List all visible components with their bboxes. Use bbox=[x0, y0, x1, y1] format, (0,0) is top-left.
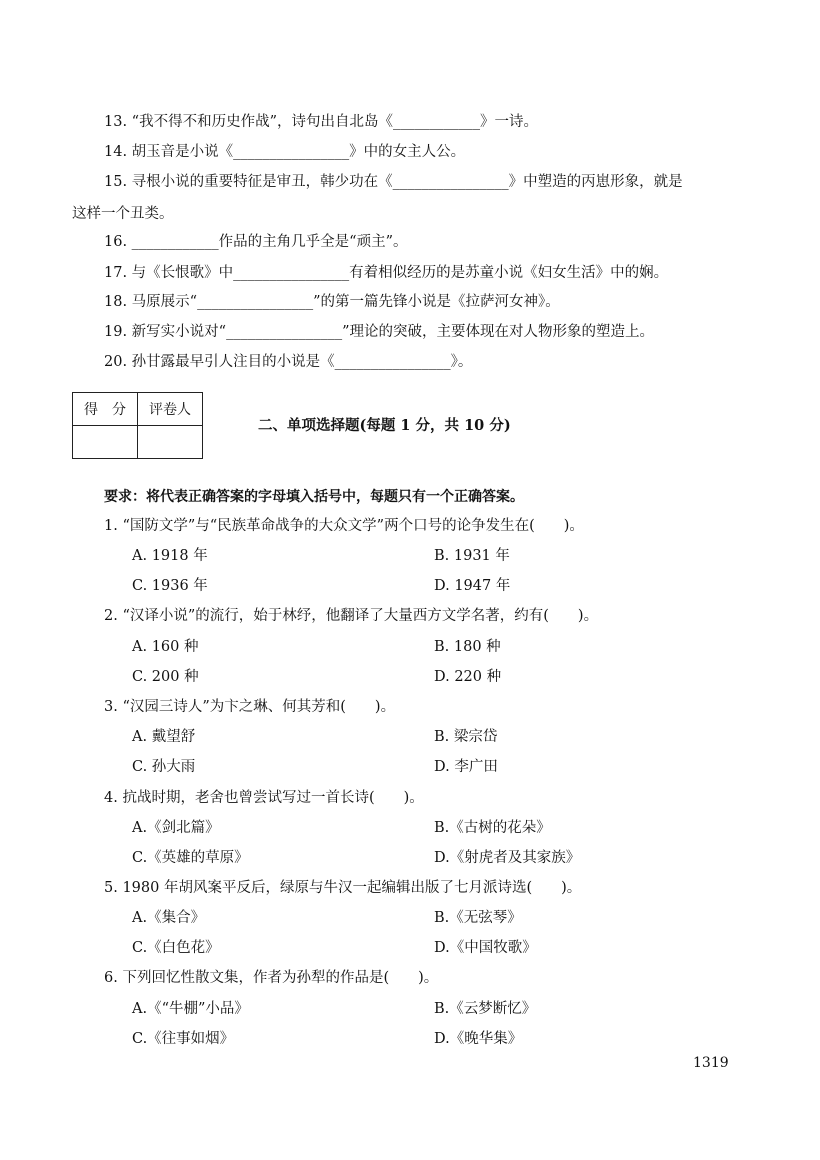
mc-question-1-option-d: D. 1947 年 bbox=[434, 578, 511, 594]
mc-question-6-option-a: A.《“牛棚”小品》 bbox=[132, 1001, 249, 1017]
score-table bbox=[72, 392, 203, 459]
requirement-text: 要求：将代表正确答案的字母填入括号中，每题只有一个正确答案。 bbox=[104, 489, 524, 505]
mc-question-4-option-b: B.《古树的花朵》 bbox=[434, 820, 551, 836]
question-19: 19. 新写实小说对“________________”理论的突破，主要体现在对人物形象的塑造上。 bbox=[104, 324, 654, 340]
question-15: 15. 寻根小说的重要特征是审丑，韩少功在《________________》中塑造的丙崽形象，就是 bbox=[104, 174, 683, 190]
question-17: 17. 与《长恨歌》中________________有着相似经历的是苏童小说《妇女生活》中的娴。 bbox=[104, 265, 669, 281]
mc-question-2-option-c: C. 200 种 bbox=[132, 669, 199, 685]
section-title: 二、单项选择题(每题 1 分，共 10 分) bbox=[258, 417, 511, 434]
mc-question-1-stem: 1. “国防文学”与“民族革命战争的大众文学”两个口号的论争发生在( )。 bbox=[104, 518, 584, 534]
mc-question-1-option-c: C. 1936 年 bbox=[132, 578, 208, 594]
mc-question-4-option-d: D.《射虎者及其家族》 bbox=[434, 850, 581, 866]
mc-question-4-option-c: C.《英雄的草原》 bbox=[132, 850, 249, 866]
mc-question-4-stem: 4. 抗战时期，老舍也曾尝试写过一首长诗( )。 bbox=[104, 790, 424, 806]
mc-question-3-option-d: D. 李广田 bbox=[434, 759, 498, 775]
question-15-continuation: 这样一个丑类。 bbox=[72, 206, 174, 222]
mc-question-5-option-a: A.《集合》 bbox=[132, 910, 206, 926]
question-18: 18. 马原展示“________________”的第一篇先锋小说是《拉萨河女神》。 bbox=[104, 294, 560, 310]
mc-question-4-option-a: A.《剑北篇》 bbox=[132, 820, 220, 836]
mc-question-6-option-b: B.《云梦断忆》 bbox=[434, 1001, 537, 1017]
mc-question-3-option-c: C. 孙大雨 bbox=[132, 759, 196, 775]
mc-question-5-option-c: C.《白色花》 bbox=[132, 940, 220, 956]
mc-question-6-option-c: C.《往事如烟》 bbox=[132, 1031, 235, 1047]
mc-question-1-option-b: B. 1931 年 bbox=[434, 548, 510, 564]
mc-question-3-option-b: B. 梁宗岱 bbox=[434, 729, 498, 745]
mc-question-5-stem: 5. 1980 年胡风案平反后，绿原与牛汉一起编辑出版了七月派诗选( )。 bbox=[104, 880, 582, 896]
grader-header: 评卷人 bbox=[138, 393, 203, 426]
question-20: 20. 孙甘露最早引人注目的小说是《________________》。 bbox=[104, 354, 473, 370]
mc-question-5-option-d: D.《中国牧歌》 bbox=[434, 940, 537, 956]
score-header: 得 分 bbox=[73, 393, 138, 426]
mc-question-5-option-b: B.《无弦琴》 bbox=[434, 910, 522, 926]
mc-question-2-option-d: D. 220 种 bbox=[434, 669, 502, 685]
mc-question-6-stem: 6. 下列回忆性散文集，作者为孙犁的作品是( )。 bbox=[104, 970, 439, 986]
mc-question-2-option-a: A. 160 种 bbox=[132, 639, 199, 655]
mc-question-3-option-a: A. 戴望舒 bbox=[132, 729, 196, 745]
question-16: 16. ____________作品的主角几乎全是“顽主”。 bbox=[104, 234, 408, 250]
score-cell[interactable] bbox=[73, 426, 138, 459]
mc-question-6-option-d: D.《晚华集》 bbox=[434, 1031, 523, 1047]
grader-cell[interactable] bbox=[138, 426, 203, 459]
page-number: 1319 bbox=[693, 1055, 729, 1071]
question-13: 13. “我不得不和历史作战”，诗句出自北岛《____________》一诗。 bbox=[104, 114, 538, 130]
question-14: 14. 胡玉音是小说《________________》中的女主人公。 bbox=[104, 144, 466, 160]
mc-question-3-stem: 3. “汉园三诗人”为卞之琳、何其芳和( )。 bbox=[104, 699, 396, 715]
mc-question-1-option-a: A. 1918 年 bbox=[132, 548, 208, 564]
mc-question-2-stem: 2. “汉译小说”的流行，始于林纾，他翻译了大量西方文学名著，约有( )。 bbox=[104, 608, 599, 624]
mc-question-2-option-b: B. 180 种 bbox=[434, 639, 501, 655]
